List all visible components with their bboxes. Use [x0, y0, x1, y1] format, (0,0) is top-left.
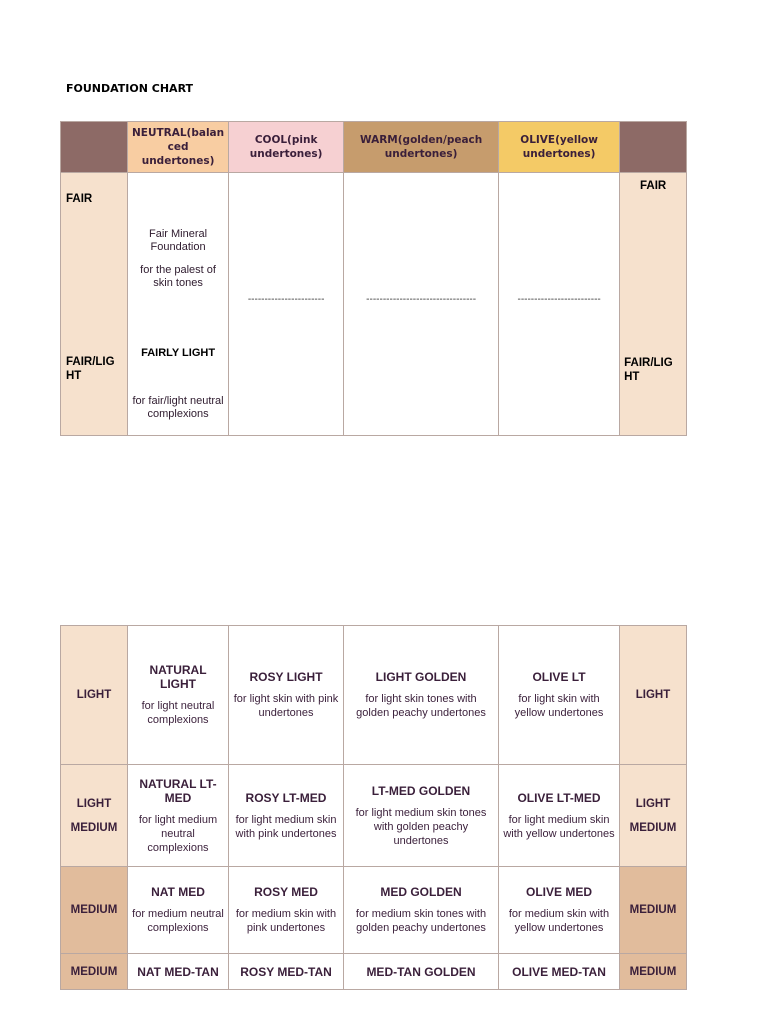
- product-cell: [128, 765, 229, 867]
- table-header-row: [61, 122, 687, 173]
- shade-label-left: [61, 626, 128, 765]
- header-cool: COOL(pink undertones): [229, 122, 344, 173]
- product-name: Fair Mineral Foundation: [149, 228, 208, 253]
- product-description: for medium skin tones with golden peachy undertones: [355, 908, 487, 934]
- shade-label-medium: MEDIUM: [70, 904, 118, 916]
- table-row: [61, 954, 687, 990]
- header-warm: WARM(golden/peach undertones): [344, 122, 499, 173]
- header-neutral: NEUTRAL(balan ced undertones): [128, 122, 229, 173]
- product-name: LIGHT GOLDEN: [375, 670, 467, 684]
- shade-label-fair: FAIR: [66, 193, 93, 205]
- neutral-products-cell: [128, 173, 229, 436]
- product-cell: [344, 765, 499, 867]
- shade-label-medium: MEDIUM: [629, 821, 677, 834]
- product-description: for light skin with yellow undertones: [514, 693, 604, 719]
- shade-label-light: LIGHT: [76, 689, 112, 701]
- product-cell: [499, 765, 620, 867]
- page-title: FOUNDATION CHART: [66, 82, 194, 95]
- product-cell: [229, 954, 344, 990]
- product-cell: [229, 626, 344, 765]
- shade-label-left: [61, 954, 128, 990]
- product-cell: [229, 765, 344, 867]
- product-description: for light neutral complexions: [141, 700, 215, 726]
- shade-label-left: [61, 867, 128, 954]
- foundation-table-fair: [60, 121, 687, 436]
- shade-label-left: [61, 173, 128, 436]
- product-name: ROSY LIGHT: [249, 670, 323, 684]
- product-name: OLIVE MED: [525, 885, 592, 899]
- shade-label-medium: MEDIUM: [70, 965, 118, 978]
- shade-label-medium: MEDIUM: [629, 965, 677, 978]
- product-cell: [128, 867, 229, 954]
- shade-label-fair-light: FAIR/LIG HT: [66, 356, 115, 382]
- product-name: NAT MED: [151, 885, 205, 899]
- shade-label-light: LIGHT: [635, 689, 671, 701]
- product-cell: [128, 626, 229, 765]
- product-description: for medium skin with yellow undertones: [508, 908, 610, 934]
- product-name: ROSY MED: [254, 885, 318, 899]
- product-description: for light skin with pink undertones: [233, 693, 339, 719]
- cool-placeholder-cell: [229, 173, 344, 436]
- shade-label-right: [620, 954, 687, 990]
- product-cell: [344, 954, 499, 990]
- shade-label-right: [620, 765, 687, 867]
- product-description: for the palest of skin tones: [140, 264, 216, 289]
- table-row: [61, 173, 687, 436]
- placeholder-dashes: -----------------------: [247, 294, 325, 305]
- product-name: NATURAL LT-MED: [139, 776, 217, 805]
- product-cell: [499, 954, 620, 990]
- olive-placeholder-cell: [499, 173, 620, 436]
- product-description: for medium neutral complexions: [132, 908, 224, 934]
- shade-label-right: [620, 867, 687, 954]
- shade-label-light: LIGHT: [635, 797, 671, 810]
- product-cell: [499, 626, 620, 765]
- product-cell: [499, 867, 620, 954]
- warm-placeholder-cell: [344, 173, 499, 436]
- shade-label-right: [620, 626, 687, 765]
- table-row: [61, 626, 687, 765]
- product-description: for light medium skin with yellow undertones: [503, 813, 615, 840]
- product-description: for light skin tones with golden peachy undertones: [356, 693, 486, 719]
- foundation-table-light-medium: [60, 625, 687, 990]
- shade-label-right: [620, 173, 687, 436]
- placeholder-dashes: -------------------------: [517, 294, 601, 305]
- table-row: [61, 765, 687, 867]
- product-name: LT-MED GOLDEN: [371, 783, 471, 798]
- shade-label-left: [61, 765, 128, 867]
- product-cell: [229, 867, 344, 954]
- product-name: OLIVE LT: [532, 670, 586, 684]
- product-name: MED GOLDEN: [380, 885, 462, 899]
- header-corner-left: [61, 122, 128, 173]
- product-cell: [344, 867, 499, 954]
- product-name: MED-TAN GOLDEN: [366, 964, 476, 979]
- product-description: for medium skin with pink undertones: [235, 908, 337, 934]
- shade-label-fair-light: FAIR/LIG HT: [624, 357, 673, 383]
- product-description: for light medium neutral complexions: [138, 813, 218, 854]
- product-cell: [344, 626, 499, 765]
- product-description: for fair/light neutral complexions: [132, 395, 224, 420]
- header-olive: OLIVE(yellow undertones): [499, 122, 620, 173]
- product-name: ROSY MED-TAN: [240, 964, 332, 979]
- shade-label-medium: MEDIUM: [629, 904, 677, 916]
- header-corner-right: [620, 122, 687, 173]
- table-row: [61, 867, 687, 954]
- product-name: OLIVE MED-TAN: [512, 964, 606, 979]
- product-name: NAT MED-TAN: [137, 964, 219, 979]
- shade-label-medium: MEDIUM: [70, 821, 118, 834]
- product-name: NATURAL LIGHT: [149, 663, 207, 691]
- shade-label-light: LIGHT: [76, 797, 112, 810]
- product-name: OLIVE LT-MED: [517, 790, 601, 805]
- placeholder-dashes: ---------------------------------: [366, 294, 477, 305]
- product-cell: [128, 954, 229, 990]
- product-description: for light medium skin with pink undertones: [235, 813, 337, 840]
- shade-label-fair: FAIR: [640, 180, 667, 192]
- product-description: for light medium skin tones with golden peachy undertones: [355, 806, 487, 847]
- product-name: FAIRLY LIGHT: [141, 347, 216, 359]
- product-name: ROSY LT-MED: [245, 790, 327, 805]
